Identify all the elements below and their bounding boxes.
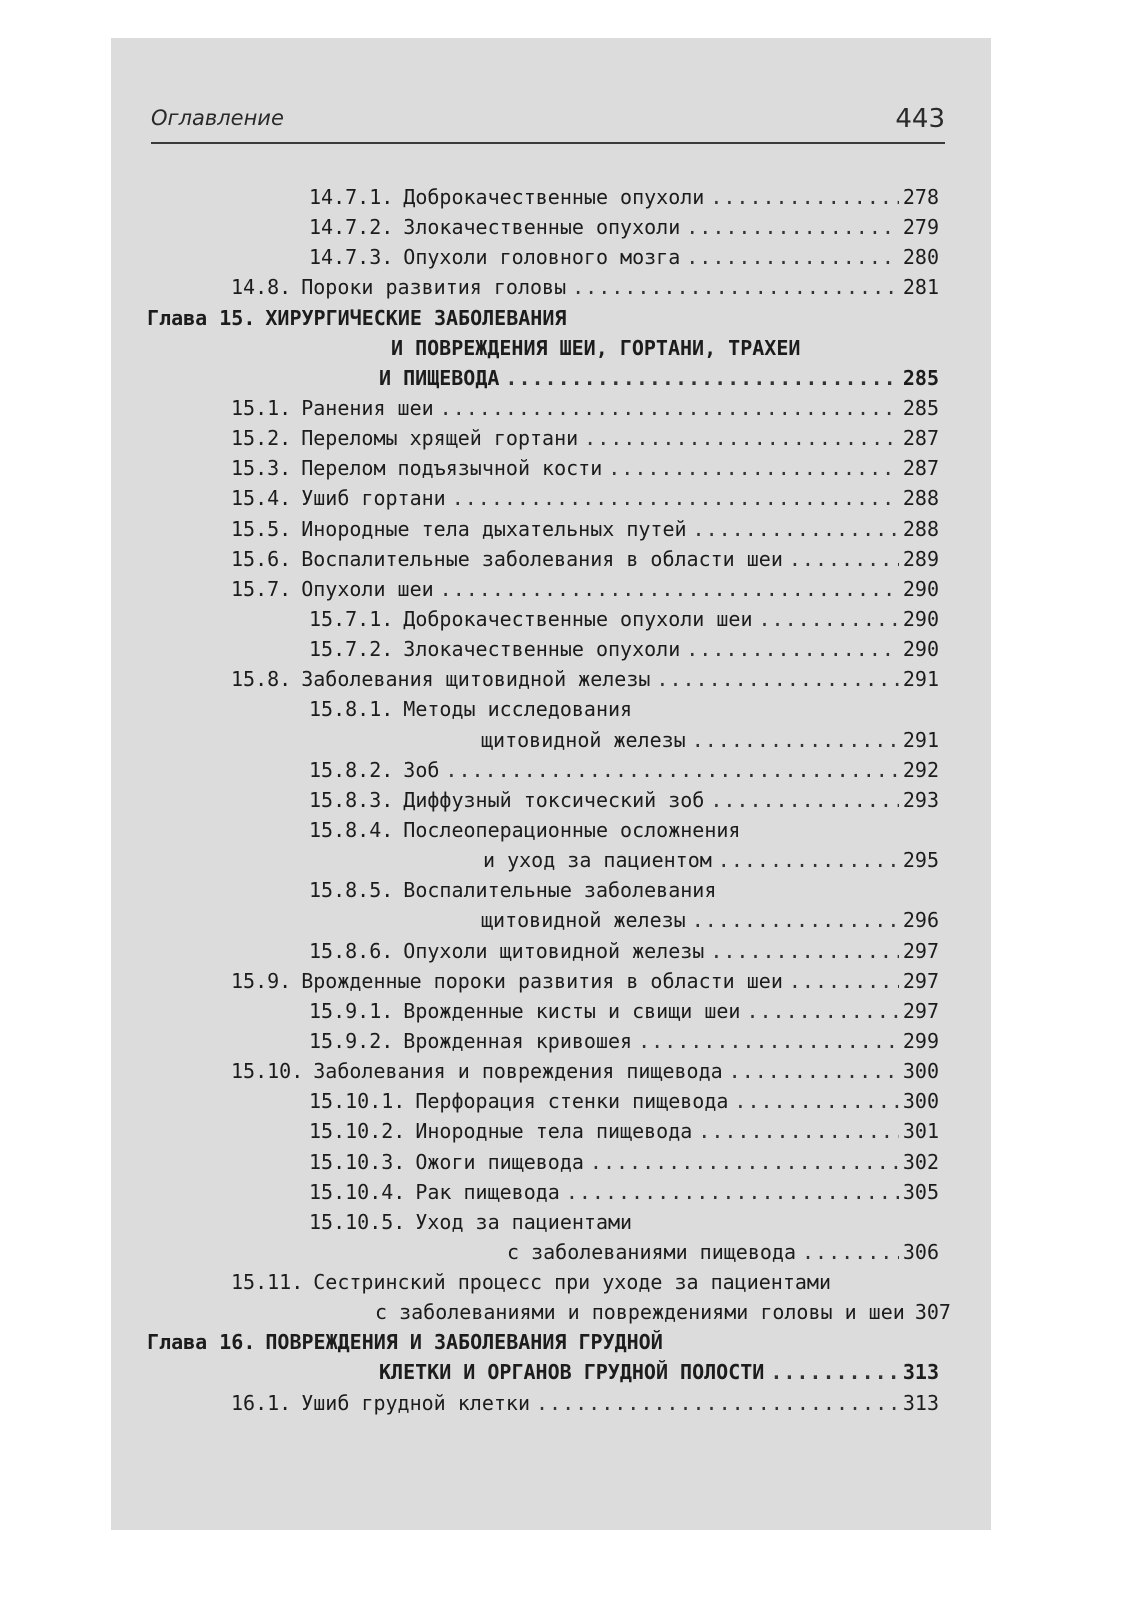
toc-entry <box>147 1388 939 1418</box>
toc-entry <box>147 755 939 785</box>
toc-entry-number: 15.8.2. <box>309 757 394 782</box>
toc-entry-title: ХИРУРГИЧЕСКИЕ ЗАБОЛЕВАНИЯ <box>265 305 567 330</box>
toc-entry-number: 15.10.2. <box>309 1119 406 1144</box>
dot-leader <box>770 1357 899 1387</box>
toc-entry-number: 15.9. <box>231 968 292 993</box>
dot-leader <box>638 1026 899 1056</box>
toc-entry-number: 15.7.1. <box>309 606 394 631</box>
toc-entry-number: 15.8. <box>231 667 292 692</box>
toc-entry-page: 297 <box>902 968 939 993</box>
toc-entry-title: Заболевания и повреждения пищевода <box>313 1059 723 1084</box>
toc-entry-page: 293 <box>902 787 939 812</box>
toc-entry-title: щитовидной железы <box>481 908 686 933</box>
toc-entry <box>147 875 939 905</box>
dot-leader <box>445 755 898 785</box>
toc-entry-title: Пороки развития головы <box>301 275 567 300</box>
toc-entry-page: 297 <box>902 938 939 963</box>
toc-entry-title: Воспалительные заболевания в области шеи <box>301 546 783 571</box>
toc-entry-number: 15.9.1. <box>309 998 394 1023</box>
toc-entry-title: И ПОВРЕЖДЕНИЯ ШЕИ, ГОРТАНИ, ТРАХЕИ <box>391 335 801 360</box>
toc-entry <box>147 694 939 724</box>
dot-leader <box>566 1177 899 1207</box>
toc-entry-title: Инородные тела пищевода <box>415 1119 693 1144</box>
toc-entry-number: 15.7. <box>231 576 292 601</box>
toc-entry-number: Глава 16. <box>147 1330 256 1355</box>
toc-entry <box>147 1116 939 1146</box>
toc-entry-title: Диффузный токсический зоб <box>403 787 705 812</box>
toc-entry-title: Перфорация стенки пищевода <box>415 1089 729 1114</box>
dot-leader <box>686 634 899 664</box>
toc-entry-number: 15.4. <box>231 486 292 511</box>
toc-entry <box>147 1026 939 1056</box>
toc-entry <box>147 845 939 875</box>
toc-entry-title: Инородные тела дыхательных путей <box>301 516 687 541</box>
toc-entry-page: 313 <box>902 1360 939 1385</box>
dot-leader <box>729 1056 899 1086</box>
dot-leader <box>759 604 899 634</box>
toc-entry-page: 313 <box>902 1390 939 1415</box>
toc-entry-page: 305 <box>902 1179 939 1204</box>
dot-leader <box>692 725 899 755</box>
toc-entry <box>147 453 939 483</box>
toc-entry <box>147 1177 939 1207</box>
toc-entry-title: Доброкачественные опухоли <box>403 185 705 209</box>
dot-leader <box>718 845 899 875</box>
toc-entry-title: Рак пищевода <box>415 1179 560 1204</box>
toc-entry <box>147 966 939 996</box>
toc-entry <box>147 574 939 604</box>
dot-leader <box>734 1086 898 1116</box>
toc-entry-title: Опухоли шеи <box>301 576 434 601</box>
dot-leader <box>710 785 899 815</box>
dot-leader <box>802 1237 899 1267</box>
dot-leader <box>440 393 899 423</box>
toc-entry-number: 14.7.3. <box>309 245 394 270</box>
toc-entry <box>147 182 939 212</box>
toc-entry-title: Ушиб гортани <box>301 486 446 511</box>
toc-entry-number: 15.10.1. <box>309 1089 406 1114</box>
toc-entry <box>147 1086 939 1116</box>
toc-entry <box>147 1267 939 1297</box>
toc-entry-page: 290 <box>902 576 939 601</box>
toc-entry-title: Врожденные пороки развития в области шеи <box>301 968 783 993</box>
toc-entry-page: 300 <box>902 1059 939 1084</box>
toc-entry-title: щитовидной железы <box>481 727 686 752</box>
toc-entry-title: Врожденные кисты и свищи шеи <box>403 998 741 1023</box>
toc-entry-page: 285 <box>902 365 939 390</box>
toc-entry-number: 15.10. <box>231 1059 304 1084</box>
toc-entry-number: 15.2. <box>231 426 292 451</box>
running-title: Оглавление <box>151 106 284 130</box>
toc-entry-page: 301 <box>902 1119 939 1144</box>
dot-leader <box>686 212 899 242</box>
toc-entry-page: 306 <box>902 1239 939 1264</box>
toc-entry-page: 288 <box>902 516 939 541</box>
toc-entry-number: Глава 15. <box>147 305 256 330</box>
toc-entry-title: Злокачественные опухоли <box>403 637 681 662</box>
toc-entry-title: ПОВРЕЖДЕНИЯ И ЗАБОЛЕВАНИЯ ГРУДНОЙ <box>265 1330 663 1355</box>
dot-leader <box>505 363 898 393</box>
toc-entry <box>147 393 939 423</box>
dot-leader <box>692 905 899 935</box>
toc-entry-title: Зоб <box>403 757 440 782</box>
toc-entry-title: Заболевания щитовидной железы <box>301 667 651 692</box>
dot-leader <box>452 483 899 513</box>
toc-entry <box>147 664 939 694</box>
toc-entry-title: И ПИЩЕВОДА <box>379 365 500 390</box>
toc-entry-number: 14.7.2. <box>309 215 394 240</box>
toc-entry-number: 15.9.2. <box>309 1028 394 1053</box>
dot-leader <box>440 574 899 604</box>
toc-entry <box>147 936 939 966</box>
toc-entry <box>147 1357 939 1387</box>
toc-entry-title: Переломы хрящей гортани <box>301 426 579 451</box>
toc-entry-title: Уход за пациентами <box>415 1209 633 1234</box>
toc-entry-title: Сестринский процесс при уходе за пациентами <box>313 1270 832 1295</box>
toc-entry <box>147 544 939 574</box>
toc-entry <box>147 785 939 815</box>
toc-entry-number: 14.8. <box>231 275 292 300</box>
toc-entry-page: 300 <box>902 1089 939 1114</box>
toc-entry <box>147 996 939 1026</box>
toc-entry-title: с заболеваниями и повреждениями головы и шеи <box>375 1300 905 1325</box>
toc-entry-title: Врожденная кривошея <box>403 1028 633 1053</box>
toc-entry <box>147 333 939 363</box>
toc-entry <box>147 1147 939 1177</box>
toc-entry <box>147 272 939 302</box>
toc-entry-number: 15.11. <box>231 1270 304 1295</box>
toc-entry-number: 15.3. <box>231 456 292 481</box>
toc-entry-title: Ожоги пищевода <box>415 1149 584 1174</box>
toc-entry-page: 291 <box>902 667 939 692</box>
toc-entry <box>147 423 939 453</box>
toc-entry <box>147 1207 939 1237</box>
toc-entry-number: 15.8.1. <box>309 697 394 722</box>
dot-leader <box>710 182 899 212</box>
toc-entry-number: 15.5. <box>231 516 292 541</box>
toc-entry-title: Методы исследования <box>403 697 633 722</box>
dot-leader <box>698 1116 899 1146</box>
toc-entry <box>147 483 939 513</box>
toc-entry-page: 287 <box>902 426 939 451</box>
toc-entry-page: 307 <box>914 1300 951 1325</box>
table-of-contents <box>147 182 951 1418</box>
toc-entry-number: 16.1. <box>231 1390 292 1415</box>
running-head <box>151 100 945 144</box>
toc-entry-title: и уход за пациентом <box>483 848 712 873</box>
toc-entry-title: КЛЕТКИ И ОРГАНОВ ГРУДНОЙ ПОЛОСТИ <box>379 1360 765 1385</box>
toc-entry-title: Перелом подъязычной кости <box>301 456 603 481</box>
toc-entry-title: Опухоли щитовидной железы <box>403 938 705 963</box>
toc-entry-title: Ушиб грудной клетки <box>301 1390 530 1415</box>
dot-leader <box>693 514 899 544</box>
toc-entry-page: 281 <box>902 275 939 300</box>
toc-entry-number: 15.10.4. <box>309 1179 406 1204</box>
toc-entry-page: 295 <box>902 848 939 873</box>
dot-leader <box>746 996 898 1026</box>
toc-entry-title: с заболеваниями пищевода <box>507 1239 796 1264</box>
dot-leader <box>608 453 899 483</box>
toc-entry <box>147 303 939 333</box>
toc-entry <box>147 725 939 755</box>
toc-entry-number: 15.8.3. <box>309 787 394 812</box>
toc-entry-number: 14.7.1. <box>309 185 394 209</box>
toc-entry <box>147 212 939 242</box>
toc-entry <box>147 1297 951 1327</box>
toc-entry-page: 296 <box>902 908 939 933</box>
dot-leader <box>656 664 898 694</box>
dot-leader <box>536 1388 899 1418</box>
page-number: 443 <box>895 104 945 134</box>
toc-entry-title: Воспалительные заболевания <box>403 878 717 903</box>
toc-entry-title: Доброкачественные опухоли шеи <box>403 606 753 631</box>
toc-entry <box>147 815 939 845</box>
toc-entry-number: 15.6. <box>231 546 292 571</box>
toc-entry <box>147 1056 939 1086</box>
toc-entry-page: 291 <box>902 727 939 752</box>
toc-entry-page: 297 <box>902 998 939 1023</box>
toc-entry-title: Злокачественные опухоли <box>403 215 681 240</box>
toc-entry-page: 299 <box>902 1028 939 1053</box>
dot-leader <box>789 544 899 574</box>
dot-leader <box>710 936 899 966</box>
dot-leader <box>584 423 899 453</box>
toc-entry-title: Послеоперационные осложнения <box>403 817 741 842</box>
toc-entry-page: 280 <box>902 245 939 270</box>
dot-leader <box>686 242 899 272</box>
toc-entry-page: 287 <box>902 456 939 481</box>
toc-entry <box>147 604 939 634</box>
toc-entry <box>147 363 939 393</box>
toc-entry-page: 290 <box>902 637 939 662</box>
toc-entry-number: 15.10.3. <box>309 1149 406 1174</box>
toc-entry-number: 15.8.5. <box>309 878 394 903</box>
dot-leader <box>590 1147 899 1177</box>
toc-entry-number: 15.8.4. <box>309 817 394 842</box>
toc-entry <box>147 1327 939 1357</box>
toc-entry-page: 278 <box>902 185 939 209</box>
toc-entry-number: 15.1. <box>231 395 292 420</box>
toc-entry-title: Ранения шеи <box>301 395 434 420</box>
dot-leader <box>789 966 899 996</box>
toc-entry <box>147 634 939 664</box>
toc-entry <box>147 1237 939 1267</box>
toc-entry-number: 15.7.2. <box>309 637 394 662</box>
toc-entry <box>147 242 939 272</box>
book-page <box>111 38 991 1530</box>
toc-entry <box>147 905 939 935</box>
toc-entry-page: 288 <box>902 486 939 511</box>
toc-entry-number: 15.8.6. <box>309 938 394 963</box>
toc-entry <box>147 514 939 544</box>
toc-entry-page: 290 <box>902 606 939 631</box>
toc-entry-title: Опухоли головного мозга <box>403 245 681 270</box>
toc-entry-number: 15.10.5. <box>309 1209 406 1234</box>
toc-entry-page: 285 <box>902 395 939 420</box>
dot-leader <box>572 272 899 302</box>
toc-entry-page: 279 <box>902 215 939 240</box>
toc-entry-page: 292 <box>902 757 939 782</box>
toc-entry-page: 302 <box>902 1149 939 1174</box>
toc-entry-page: 289 <box>902 546 939 571</box>
